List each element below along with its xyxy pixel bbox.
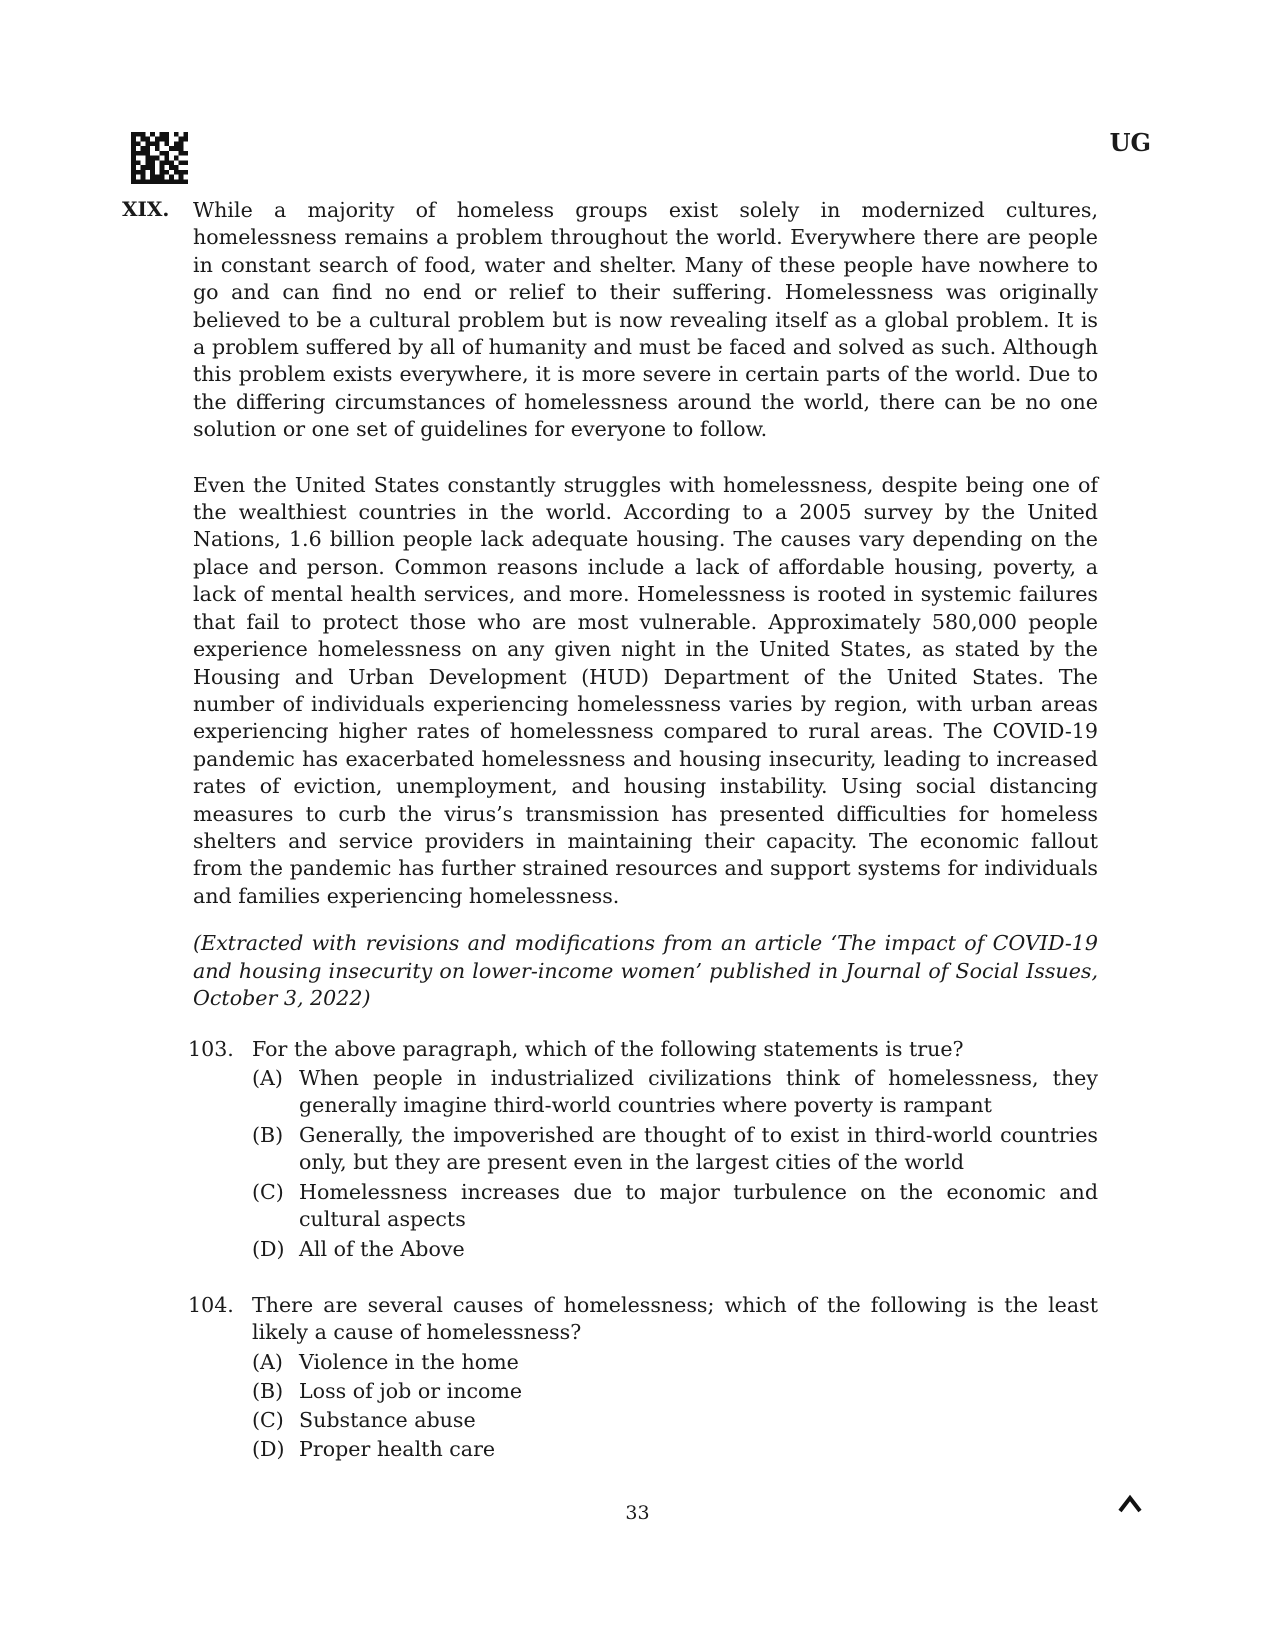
option-text: All of the Above [299, 1237, 465, 1261]
caret-up-icon [1117, 1493, 1143, 1515]
question-stem: There are several causes of homelessness; which of the following is the least likely a cause of homelessness? [252, 1293, 1098, 1345]
option-text: Generally, the impoverished are thought of to exist in third-world countries only, but they are present even in the largest cities of the world [299, 1123, 1098, 1175]
option-label: (A) [252, 1350, 283, 1374]
option-label: (D) [252, 1437, 285, 1461]
option-label: (C) [252, 1408, 284, 1432]
option-text: When people in industrialized civilizations think of homelessness, they generally imagine third-world countries where poverty is rampant [299, 1066, 1098, 1118]
passage-section-number: XIX. [122, 197, 170, 221]
option-text: Substance abuse [299, 1408, 476, 1432]
option-label: (C) [252, 1180, 284, 1204]
question-stem: For the above paragraph, which of the following statements is true? [252, 1037, 964, 1061]
option-label: (A) [252, 1066, 283, 1090]
qr-code-icon [131, 131, 188, 185]
option-text: Proper health care [299, 1437, 496, 1461]
passage-paragraph: While a majority of homeless groups exist solely in modernized cultures, homelessness remains a problem throughout the world. Everywhere there are people in constant search of food, water and shelter. Many of these people have nowhere to go and can find no end or relief to their suffering. Homelessness was originally believed to be a cultural problem but is now revealing itself as a global problem. It is a problem suffered by all of humanity and must be faced and solved as such. Although this problem exists everywhere, it is more severe in certain parts of the world. Due to the differing circumstances of homelessness around the world, there can be no one solution or one set of guidelines for everyone to follow. [193, 198, 1098, 442]
passage [193, 197, 1098, 1012]
option-label: (D) [252, 1237, 285, 1261]
option-text: Homelessness increases due to major turbulence on the economic and cultural aspects [299, 1180, 1098, 1232]
page-number: 33 [625, 1502, 650, 1524]
option-label: (B) [252, 1123, 284, 1147]
passage-paragraph: Even the United States constantly struggles with homelessness, despite being one of the wealthiest countries in the world. According to a 2005 survey by the United Nations, 1.6 billion people lack adequate housing. The causes vary depending on the place and person. Common reasons include a lack of affordable housing, poverty, a lack of mental health services, and more. Homelessness is rooted in systemic failures that fail to protect those who are most vulnerable. Approximately 580,000 people experience homelessness on any given night in the United States, as stated by the Housing and Urban Development (HUD) Department of the United States. The number of individuals experiencing homelessness varies by region, with urban areas experiencing higher rates of homelessness compared to rural areas. The COVID-19 pandemic has exacerbated homelessness and housing insecurity, leading to increased rates of eviction, unemployment, and housing instability. Using social distancing measures to curb the virus’s transmission has presented difficulties for homeless shelters and service providers in maintaining their capacity. The economic fallout from the pandemic has further strained resources and support systems for individuals and families experiencing homelessness. [193, 472, 1098, 908]
option-text: Violence in the home [299, 1350, 519, 1374]
exam-code: UG [1109, 128, 1151, 157]
passage-source: (Extracted with revisions and modifications from an article ‘The impact of COVID-19 and housing insecurity on lower-income women’ published in Journal of Social Issues, October 3, 2022) [193, 931, 1098, 1010]
option-text: Loss of job or income [299, 1379, 523, 1403]
question-number: 104. [188, 1293, 234, 1317]
option-label: (B) [252, 1379, 284, 1403]
question-number: 103. [188, 1037, 234, 1061]
